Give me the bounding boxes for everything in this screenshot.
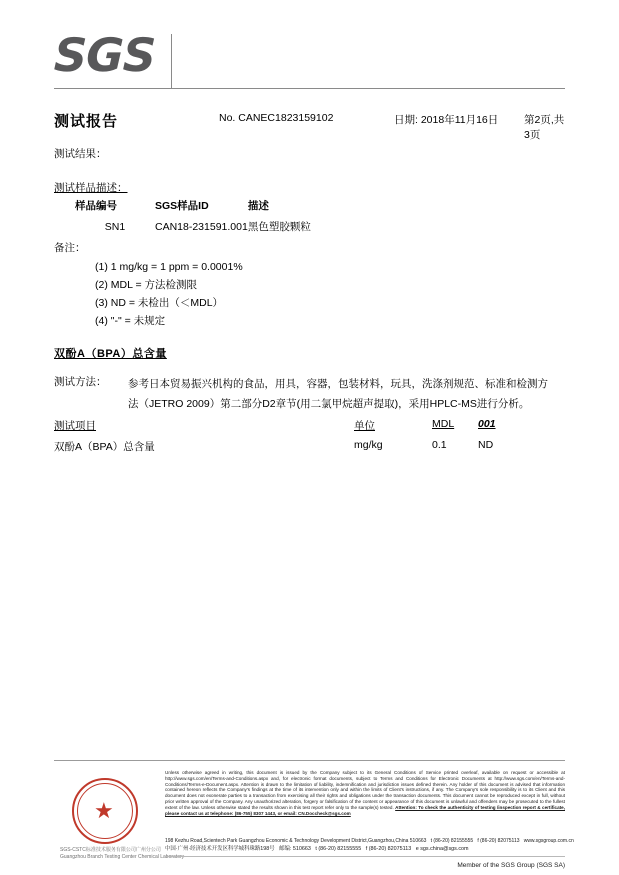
title-row	[54, 110, 565, 141]
report-date: 日期: 2018年11月16日	[394, 114, 499, 126]
column-header-sgs-id: SGS样品ID	[155, 200, 209, 212]
address-cn-mail[interactable]: e sgs.china@sgs.com	[415, 845, 469, 852]
table-header-row	[75, 198, 368, 219]
address-en-tel: t (86-20) 82155555	[430, 838, 474, 844]
footer-member-note: Member of the SGS Group (SGS SA)	[457, 862, 565, 869]
sample-description-table	[75, 198, 368, 234]
legal-attention[interactable]: Attention: To check the authenticity of testing /inspection report & certificate, please contact us at telephone: (86-755) 8307 1443, or email: CN.Doccheck@sgs.com	[165, 804, 565, 816]
test-method-label: 测试方法：	[54, 376, 107, 388]
list-item: (1) 1 mg/kg = 1 ppm = 0.0001%	[95, 261, 243, 273]
address-en: 198 Kezhu Road,Scientech Park Guangzhou Economic & Technology Development District,Guangzhou,China 510663	[165, 838, 427, 844]
table-row	[75, 219, 368, 234]
column-header-sample-no: 样品编号	[75, 200, 117, 212]
seal-label-en: Guangzhou Branch Testing Center Chemical Laboratory	[60, 854, 185, 860]
column-header-description: 描述	[247, 200, 269, 212]
test-method-text: 参考日本贸易振兴机构的食品，用具，容器，包装材料，玩具，洗涤剂规范、标准和检测方法（JETRO 2009）第二部分D2章节(用二氯甲烷超声提取)，采用HPLC-MS进行分析。	[128, 378, 548, 410]
page-title: 测试报告	[54, 113, 119, 130]
company-seal	[58, 772, 185, 868]
footer-separator	[165, 856, 565, 857]
logo-divider	[171, 34, 172, 88]
results-intro: 测试结果：	[54, 148, 107, 160]
address-row-cn	[165, 846, 565, 854]
sample-description-heading: 测试样品描述：	[54, 182, 128, 194]
results-table	[54, 418, 565, 456]
cell-test-item: 双酚A（BPA）总含量	[54, 441, 155, 453]
footer-address	[165, 838, 574, 853]
list-item: (3) ND = 未检出（＜MDL）	[95, 297, 224, 309]
address-row-en	[165, 838, 574, 846]
cell-sample-no: SN1	[104, 220, 126, 233]
address-cn-zip: 邮编: 510663	[279, 845, 311, 852]
list-item: (4) "-" = 未规定	[95, 315, 166, 327]
results-table-header	[54, 418, 565, 435]
address-en-web[interactable]: www.sgsgroup.com.cn	[523, 838, 574, 844]
address-cn-tel: t (86-20) 82155555	[315, 845, 362, 852]
column-header-mdl: MDL	[432, 418, 455, 430]
legal-paragraph: Unless otherwise agreed in writing, this document is issued by the Company subject to its General Conditions of Service printed overleaf, available on request or accessible at http://www.sgs.com/en/Terms-and-Conditions.aspx and, for electronic format documents, subject to Terms and Conditions for Electronic Documents at http://www.sgs.com/en/Terms-and-Conditions/Terms-e-Document.aspx. Attention is drawn to the limitation of liability, indemnification and jurisdiction issues defined therein. Any holder of this document is advised that information contained hereon reflects the Company's findings at the time of its intervention only and within the limits of Client's instructions, if any. The Company's sole responsibility is to its Client and this document does not exonerate parties to a transaction from exercising all their rights and obligations under the transaction documents. This document cannot be reproduced except in full, without prior written approval of the Company. Any unauthorized alteration, forgery or falsification of the content or appearance of this document is unlawful and offenders may be prosecuted to the fullest extent of the law. Unless otherwise stated the results shown in this test report refer only to the sample(s) tested.	[165, 770, 565, 810]
table-row	[54, 439, 565, 456]
header-rule	[54, 88, 565, 89]
address-cn: 中国·广州·经济技术开发区科学城科珠路198号	[165, 845, 275, 852]
report-number: No. CANEC1823159102	[219, 112, 334, 124]
column-header-test-item: 测试项目	[54, 420, 96, 432]
list-item: (2) MDL = 方法检测限	[95, 279, 197, 291]
cell-sgs-id: CAN18-231591.001	[155, 220, 248, 233]
column-header-unit: 单位	[354, 420, 375, 432]
address-cn-fax: f (86-20) 82075113	[365, 845, 412, 852]
sgs-logo	[54, 30, 174, 86]
cell-result-001: ND	[478, 439, 494, 451]
star-icon: ★	[94, 798, 114, 823]
section-heading-bpa: 双酚A（BPA）总含量	[54, 348, 167, 360]
column-header-sample-001: 001	[478, 418, 496, 430]
remarks-list	[95, 258, 243, 330]
seal-label-cn: SGS-CSTC标准技术服务有限公司广州分公司	[60, 847, 161, 853]
cell-description: 黑色塑胶颗粒	[247, 221, 311, 233]
cell-unit: mg/kg	[354, 439, 383, 451]
address-en-fax: f (86-20) 82075113	[477, 838, 520, 844]
remarks-heading: 备注：	[54, 242, 86, 254]
footer-rule	[54, 760, 565, 761]
footer-legal-text	[165, 770, 565, 816]
page-number: 第2页,共3页	[524, 114, 565, 141]
sgs-logo-text: SGS	[53, 28, 156, 82]
cell-mdl: 0.1	[432, 439, 447, 451]
